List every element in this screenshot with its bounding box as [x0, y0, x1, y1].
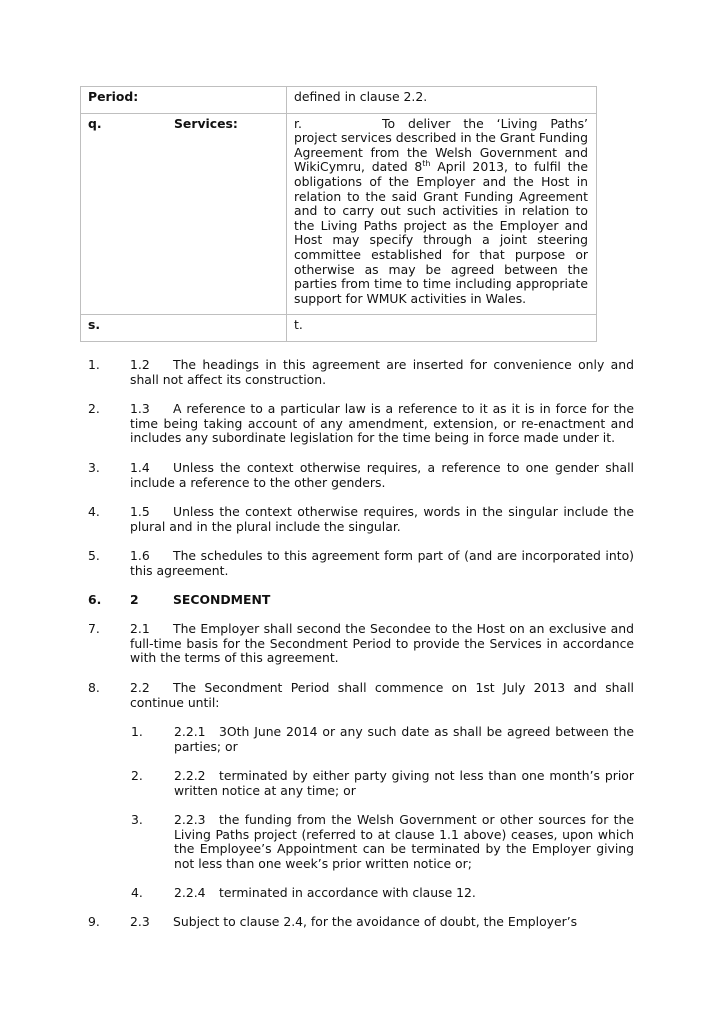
clause-text: Subject to clause 2.4, for the avoidance of doubt, the Employer’s	[173, 914, 578, 929]
clause-text: The headings in this agreement are inserted for convenience only and shall not affect its construction.	[130, 357, 634, 387]
clause-text: the funding from the Welsh Government or other sources for the Living Paths project (referred to at clause 1.1 above) ceases, upon which the Employee’s Appointment can be terminated by the Employer giving not less than one week’s prior written notice or;	[174, 812, 634, 871]
definition-letter: r.	[294, 115, 302, 131]
definition-cell	[287, 315, 597, 342]
term-cell	[81, 113, 287, 315]
list-number: 3.	[131, 812, 143, 827]
definition-text: To deliver the ‘Living Paths’ project services described in the Grant Funding Agreement from the Welsh Government and WikiCymru, dated 8	[294, 115, 588, 175]
clause-ref: 2.1	[130, 621, 150, 636]
clause-text: Unless the context otherwise requires, words in the singular include the plural and in the plural include the singular.	[130, 504, 634, 534]
term-letter: q.	[88, 115, 102, 131]
list-number: 1.	[131, 724, 143, 739]
term-letter: s.	[88, 317, 101, 333]
definition-cell	[287, 113, 597, 315]
sub-clause	[131, 813, 634, 871]
section-number: 2	[130, 592, 139, 607]
list-number: 8.	[88, 680, 100, 695]
clause-text: A reference to a particular law is a reference to it as it is in force for the time being taking account of any amendment, extension, or re-enactment and includes any subordinate legislation for the time being in force made under it.	[130, 401, 634, 446]
clause-ref: 1.2	[130, 357, 150, 372]
clause-paragraph	[88, 622, 634, 666]
clause-paragraph	[88, 681, 634, 710]
definitions-table	[80, 86, 597, 342]
term-label: Period:	[88, 89, 139, 104]
table-row	[81, 87, 597, 114]
sub-clause	[131, 886, 634, 901]
sub-clause	[131, 725, 634, 754]
list-number: 6.	[88, 592, 102, 607]
list-number: 4.	[88, 504, 100, 519]
list-number: 4.	[131, 885, 143, 900]
section-title: SECONDMENT	[173, 592, 271, 607]
definition-text-cont: April 2013, to fulfil the obligations of the Employer and the Host in relation to the said Grant Funding Agreement and to carry out such activities in relation to the Living Paths project as the Employer and Host may specify through a joint steering committee established for that purpose or otherwise as may be agreed between the parties from time to time including appropriate support for WMUK activities in Wales.	[294, 159, 588, 306]
list-number: 2.	[88, 401, 100, 416]
clause-paragraph	[88, 358, 634, 387]
clause-ref: 2.2.4	[174, 885, 206, 900]
clause-paragraph	[88, 461, 634, 490]
clause-paragraph	[88, 505, 634, 534]
clause-text: terminated by either party giving not less than one month’s prior written notice at any time; or	[174, 768, 634, 798]
clause-text: 3Oth June 2014 or any such date as shall be agreed between the parties; or	[174, 724, 634, 754]
clause-ref: 2.2.1	[174, 724, 206, 739]
section-heading	[88, 593, 634, 608]
clause-ref: 1.3	[130, 401, 150, 416]
definition-text: defined in clause 2.2.	[294, 89, 428, 104]
clause-ref: 1.4	[130, 460, 150, 475]
list-number: 9.	[88, 914, 100, 929]
clause-ref: 2.2.3	[174, 812, 206, 827]
clause-text: Unless the context otherwise requires, a reference to one gender shall include a reference to the other genders.	[130, 460, 634, 490]
clause-paragraph	[88, 549, 634, 578]
definition-cell	[287, 87, 597, 114]
clause-ref: 2.2.2	[174, 768, 206, 783]
clause-text: The schedules to this agreement form part of (and are incorporated into) this agreement.	[130, 548, 634, 578]
clause-text: The Employer shall second the Secondee to the Host on an exclusive and full-time basis for the Secondment Period to provide the Services in accordance with the terms of this agreement.	[130, 621, 634, 666]
term-cell	[81, 87, 287, 114]
list-number: 1.	[88, 357, 100, 372]
list-number: 2.	[131, 768, 143, 783]
term-label: Services:	[174, 115, 238, 131]
list-number: 3.	[88, 460, 100, 475]
clause-text: terminated in accordance with clause 12.	[219, 885, 476, 900]
definition-text: t.	[294, 317, 303, 333]
table-row	[81, 113, 597, 315]
list-number: 5.	[88, 548, 100, 563]
clause-text: The Secondment Period shall commence on 1st July 2013 and shall continue until:	[130, 680, 634, 710]
ordinal-suffix: th	[422, 159, 431, 169]
clause-ref: 1.5	[130, 504, 150, 519]
table-row	[81, 315, 597, 342]
term-cell	[81, 315, 287, 342]
sub-clause	[131, 769, 634, 798]
clause-ref: 2.3	[130, 914, 150, 929]
clause-paragraph	[88, 402, 634, 446]
clause-ref: 2.2	[130, 680, 150, 695]
clause-ref: 1.6	[130, 548, 150, 563]
list-number: 7.	[88, 621, 100, 636]
clause-paragraph	[88, 915, 634, 930]
